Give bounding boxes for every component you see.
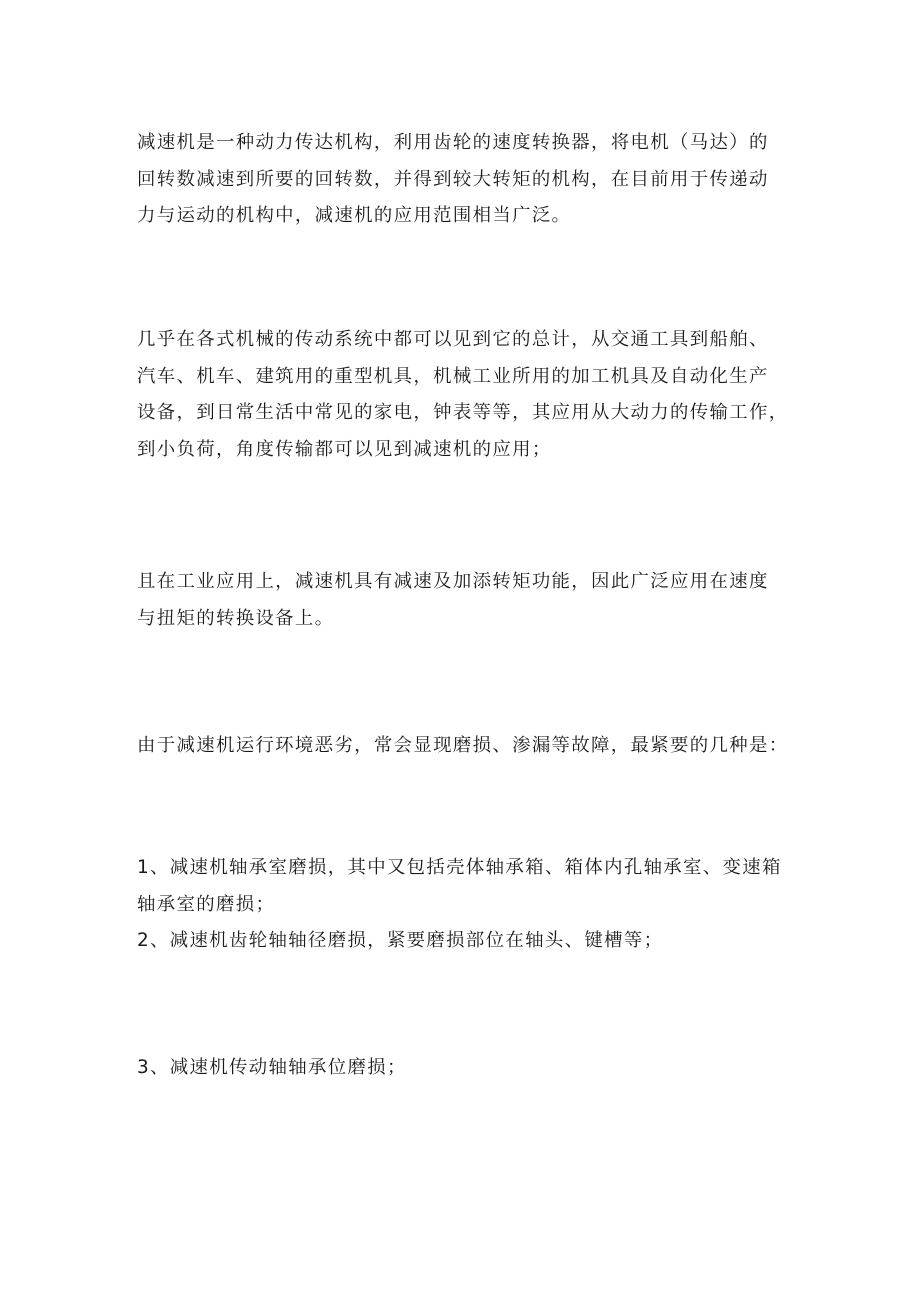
text-line: 汽车、机车、建筑用的重型机具，机械工业所用的加工机具及自动化生产 bbox=[137, 365, 769, 387]
text-line: 由于减速机运行环境恶劣，常会显现磨损、渗漏等故障，最紧要的几种是： bbox=[137, 735, 789, 756]
list-item: 轴承室的磨损； bbox=[137, 893, 276, 915]
text-line: 减速机是一种动力传达机构，利用齿轮的速度转换器，将电机（马达）的 bbox=[137, 132, 769, 153]
list-item: 2、减速机齿轮轴轴径磨损，紧要磨损部位在轴头、键槽等； bbox=[137, 930, 664, 951]
text-line: 力与运动的机构中，减速机的应用范围相当广泛。 bbox=[137, 205, 572, 226]
paragraph-faults-intro bbox=[137, 728, 792, 765]
paragraph-industrial-use bbox=[137, 564, 792, 637]
text-line: 回转数减速到所要的回转数，并得到较大转矩的机构，在目前用于传递动 bbox=[137, 168, 769, 190]
text-line: 设备，到日常生活中常见的家电，钟表等等，其应用从大动力的传输工作， bbox=[137, 402, 789, 423]
list-item: 3、减速机传动轴轴承位磨损； bbox=[137, 1057, 407, 1078]
text-line: 与扭矩的转换设备上。 bbox=[137, 607, 335, 629]
paragraph-fault-list-3 bbox=[137, 1050, 792, 1087]
list-item: 1、减速机轴承室磨损，其中又包括壳体轴承箱、箱体内孔轴承室、变速箱 bbox=[137, 857, 782, 878]
paragraph-intro bbox=[137, 125, 792, 235]
paragraph-fault-list bbox=[137, 850, 792, 960]
text-line: 到小负荷，角度传输都可以见到减速机的应用； bbox=[137, 438, 552, 460]
paragraph-applications bbox=[137, 322, 792, 468]
text-line: 且在工业应用上，减速机具有减速及加添转矩功能，因此广泛应用在速度 bbox=[137, 571, 769, 592]
text-line: 几乎在各式机械的传动系统中都可以见到它的总计，从交通工具到船舶、 bbox=[137, 329, 769, 350]
